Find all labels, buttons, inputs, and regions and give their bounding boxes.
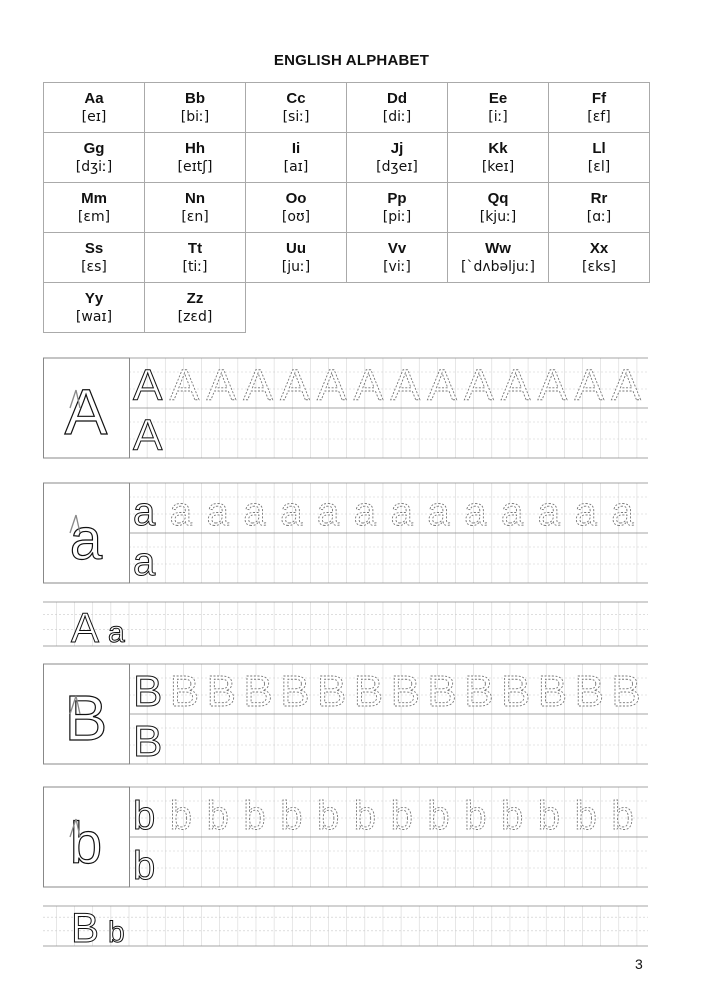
trace-letter: A	[501, 361, 531, 410]
trace-letter: b	[206, 794, 229, 838]
guide-letter-row-2: A	[133, 411, 163, 460]
letter-pronunciation: [ɛs]	[81, 258, 107, 275]
trace-letter: A	[353, 361, 384, 410]
trace-letter: a	[243, 490, 266, 534]
letter-pronunciation: [ɛks]	[582, 258, 616, 275]
letter-pronunciation: [waɪ]	[75, 308, 113, 325]
trace-letter: b	[243, 794, 266, 838]
letter-pair: Yy	[84, 289, 104, 307]
pair-upper-letter: A	[71, 604, 100, 651]
letter-pair: Ii	[291, 139, 301, 157]
letter-pair: Mm	[81, 189, 107, 207]
letter-pronunciation: [aɪ]	[283, 158, 309, 175]
trace-letter: B	[501, 667, 531, 716]
trace-letter: B	[206, 667, 236, 716]
letter-pair: Ss	[84, 239, 104, 257]
trace-letter: a	[537, 490, 561, 534]
letter-pair: Nn	[185, 189, 205, 207]
demo-letter: b	[69, 811, 103, 876]
letter-pair: Gg	[83, 139, 105, 157]
letter-pronunciation: [oʊ]	[281, 208, 311, 225]
letter-pronunciation: [keɪ]	[481, 158, 515, 175]
letter-pronunciation: [iː]	[488, 108, 508, 125]
trace-letter: B	[537, 667, 568, 716]
pair-lower-letter: b	[108, 916, 125, 949]
trace-letter: A	[574, 361, 604, 410]
letter-pronunciation: [viː]	[383, 258, 411, 275]
letter-pair: Tt	[187, 239, 203, 257]
trace-letter: a	[169, 490, 193, 534]
page-number: 3	[635, 956, 643, 972]
letter-pronunciation: [piː]	[382, 208, 412, 225]
pair-lower-letter: a	[108, 616, 125, 649]
trace-letter: A	[280, 361, 310, 410]
letter-pronunciation: [tiː]	[182, 258, 208, 275]
letter-pair: Qq	[487, 189, 509, 207]
letter-pair: Ww	[485, 239, 511, 257]
trace-letter: b	[574, 794, 597, 838]
trace-letter: a	[317, 490, 340, 534]
letter-pronunciation: [eɪ]	[81, 108, 107, 125]
trace-letter: B	[611, 667, 641, 716]
trace-letter: A	[464, 361, 494, 410]
letter-pair: Ll	[592, 139, 606, 157]
trace-letter: A	[243, 361, 273, 410]
trace-letter: a	[390, 490, 413, 534]
trace-letter: a	[501, 490, 524, 534]
letter-pronunciation: [eɪtʃ]	[177, 158, 213, 175]
trace-letter: B	[169, 667, 200, 716]
trace-letter: B	[574, 667, 604, 716]
practice-block-pair-aa	[43, 602, 648, 651]
trace-letter: B	[390, 667, 420, 716]
demo-letter: B	[64, 682, 108, 754]
guide-letter: B	[133, 667, 163, 716]
letter-pronunciation: [diː]	[382, 108, 412, 125]
trace-letter: B	[353, 667, 384, 716]
letter-pronunciation: [juː]	[281, 258, 311, 275]
letter-pair: Ff	[591, 89, 607, 107]
trace-letter: b	[537, 794, 561, 838]
practice-block-lower-b	[44, 787, 649, 888]
trace-letter: b	[501, 794, 524, 838]
letter-pronunciation: [ɑː]	[586, 208, 612, 225]
trace-letter: a	[353, 490, 377, 534]
trace-letter: A	[427, 361, 457, 410]
letter-pair: Ee	[488, 89, 508, 107]
letter-pronunciation: [ɛl]	[587, 158, 611, 175]
trace-letter: b	[464, 794, 487, 838]
letter-pair: Cc	[286, 89, 306, 107]
guide-letter-row-2: B	[133, 717, 163, 766]
trace-letter: b	[611, 794, 634, 838]
letter-pair: Pp	[387, 189, 407, 207]
practice-block-lower-a	[44, 483, 649, 584]
trace-letter: a	[574, 490, 597, 534]
trace-letter: b	[317, 794, 340, 838]
trace-letter: B	[464, 667, 494, 716]
trace-letter: A	[169, 361, 200, 410]
letter-pair: Rr	[590, 189, 608, 207]
letter-pronunciation: [ɛn]	[181, 208, 209, 225]
letter-pronunciation: [ɛf]	[587, 108, 611, 125]
letter-pair: Jj	[390, 139, 404, 157]
trace-letter: b	[280, 794, 303, 838]
guide-letter: A	[133, 361, 163, 410]
pair-upper-letter: B	[71, 904, 100, 951]
trace-letter: a	[280, 490, 303, 534]
trace-letter: A	[206, 361, 236, 410]
letter-pair: Dd	[387, 89, 407, 107]
trace-letter: B	[280, 667, 310, 716]
trace-letter: B	[243, 667, 273, 716]
demo-letter: A	[64, 376, 108, 448]
trace-letter: a	[611, 490, 634, 534]
letter-pronunciation: [siː]	[282, 108, 310, 125]
practice-block-pair-bb	[43, 904, 648, 951]
guide-letter: b	[133, 794, 156, 838]
trace-letter: a	[427, 490, 450, 534]
trace-letter: a	[206, 490, 229, 534]
trace-letter: A	[537, 361, 568, 410]
letter-pair: Zz	[186, 289, 204, 307]
demo-letter: a	[69, 507, 103, 572]
letter-pair: Aa	[84, 89, 104, 107]
letter-pair: Hh	[185, 139, 205, 157]
guide-letter-row-2: b	[133, 844, 156, 888]
letter-pronunciation: [dʒiː]	[75, 158, 113, 175]
page-title: ENGLISH ALPHABET	[273, 52, 430, 69]
trace-letter: a	[464, 490, 487, 534]
practice-block-upper-b	[44, 664, 649, 766]
trace-letter: B	[317, 667, 347, 716]
letter-pair: Bb	[185, 89, 205, 107]
letter-pronunciation: [`dʌbəljuː]	[461, 258, 535, 275]
letter-pair: Kk	[488, 139, 508, 157]
letter-pair: Oo	[285, 189, 307, 207]
trace-letter: A	[317, 361, 347, 410]
letter-pair: Uu	[286, 239, 306, 257]
trace-letter: B	[427, 667, 457, 716]
letter-pronunciation: [ɛm]	[77, 208, 111, 225]
letter-pronunciation: [kjuː]	[479, 208, 517, 225]
letter-pair: Vv	[387, 239, 407, 257]
letter-pronunciation: [biː]	[180, 108, 210, 125]
trace-letter: b	[427, 794, 450, 838]
trace-letter: A	[390, 361, 420, 410]
trace-letter: b	[390, 794, 413, 838]
trace-letter: b	[353, 794, 377, 838]
trace-letter: A	[611, 361, 641, 410]
letter-pair: Xx	[589, 239, 609, 257]
guide-letter: a	[133, 490, 156, 534]
practice-block-upper-a	[44, 358, 649, 460]
letter-pronunciation: [zɛd]	[177, 308, 213, 325]
guide-letter-row-2: a	[133, 540, 156, 584]
trace-letter: b	[169, 794, 193, 838]
letter-pronunciation: [dʒeɪ]	[376, 158, 418, 175]
